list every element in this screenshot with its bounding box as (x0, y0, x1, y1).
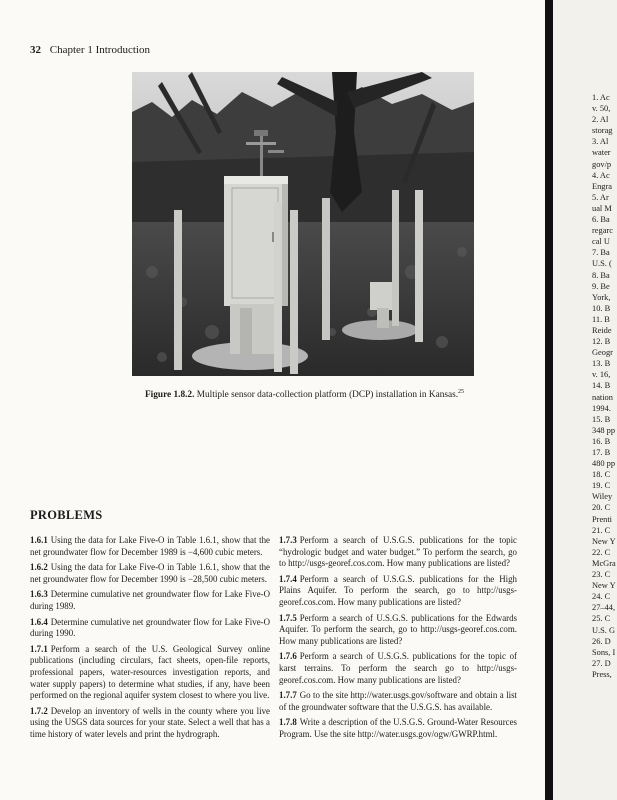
reference-line: 5. Ar (592, 192, 609, 202)
reference-line: 24. C (592, 592, 611, 602)
reference-line: 6. Ba (592, 215, 610, 225)
problem-number: 1.7.8 (279, 717, 297, 728)
figure-caption (145, 389, 464, 400)
reference-line: 17. B (592, 448, 611, 457)
reference-line: 21. C (592, 525, 611, 535)
reference-line: 19. C (592, 481, 611, 491)
problems-left-column (30, 535, 270, 745)
reference-line: 20. C (592, 503, 611, 513)
problem-item (279, 535, 517, 570)
problems-heading: PROBLEMS (30, 508, 103, 522)
problem-text: Write a description of the U.S.G.S. Ground-Water Resources Program. Use the site http://water.usgs.gov/ogw/GWRP.html. (279, 717, 517, 739)
problem-item (30, 562, 270, 585)
problem-text: Perform a search of U.S.G.S. publications for the topic of karst terrains. To perform the search go to http://usgs-georef.cos.com. How many publications are listed? (279, 651, 517, 685)
reference-line: v. 16, (592, 370, 611, 380)
reference-line: Press, (592, 669, 612, 679)
problem-item (30, 535, 270, 558)
reference-line: 15. B (592, 414, 611, 424)
problem-number: 1.7.3 (279, 535, 297, 545)
problem-item (279, 690, 517, 713)
reference-line: U.S. G (592, 625, 616, 635)
reference-line: 7. Ba (592, 248, 610, 258)
problem-text: Perform a search of U.S.G.S. publications for the High Plains Aquifer. To perform the search, go to http://usgs-georef.cos.com. How many publications are listed? (279, 573, 517, 607)
problem-number: 1.7.6 (279, 651, 297, 662)
problem-text: Using the data for Lake Five-O in Table 1.6.1, show that the net groundwater flow for December 1989 is −4,600 cubic meters. (30, 535, 270, 557)
reference-line: 10. B (592, 303, 611, 313)
reference-line: 14. B (592, 381, 611, 391)
reference-line: 480 pp (592, 459, 616, 469)
reference-line: Sons, I (592, 647, 616, 657)
reference-line: 2. Al (592, 115, 609, 125)
reference-line: U.S. ( (592, 259, 612, 269)
reference-line: 3. Al (592, 137, 609, 147)
problem-text: Determine cumulative net groundwater flow for Lake Five-O during 1989. (30, 589, 270, 611)
reference-line: 1. Ac (592, 93, 610, 102)
problem-number: 1.7.5 (279, 612, 297, 623)
problem-item (30, 706, 270, 741)
reference-line: 27. D (592, 658, 611, 668)
running-header (30, 44, 150, 56)
problem-text: Develop an inventory of wells in the county where you live using the USGS data sources for your state. Select a well that has a time history of water levels and print the hydrograph. (30, 705, 270, 739)
reference-line: v. 50, (592, 104, 611, 114)
reference-line: storag (592, 126, 613, 136)
reference-line: 16. B (592, 436, 611, 446)
reference-line: 22. C (592, 547, 611, 557)
problem-number: 1.7.1 (30, 643, 48, 654)
reference-line: 8. Ba (592, 270, 610, 280)
reference-line: 25. C (592, 614, 611, 624)
problem-item (30, 589, 270, 612)
problem-item (279, 613, 517, 648)
references-fragment (592, 92, 616, 680)
problem-number: 1.6.3 (30, 589, 48, 600)
problem-number: 1.6.1 (30, 535, 48, 545)
reference-line: McGra (592, 558, 616, 568)
reference-line: regarc (592, 226, 613, 236)
reference-line: New Y (592, 581, 616, 591)
reference-line: 12. B (592, 337, 611, 347)
problem-item (279, 651, 517, 686)
problem-number: 1.7.4 (279, 573, 297, 584)
figure-caption-text: Multiple sensor data-collection platform (DCP) installation in Kansas. (196, 390, 459, 401)
reference-line: 23. C (592, 570, 611, 580)
reference-line: Reide (592, 325, 612, 335)
reference-line: cal U (592, 237, 610, 247)
problem-number: 1.6.4 (30, 616, 48, 627)
reference-line: 13. B (592, 359, 611, 369)
reference-line: 27–44, (592, 603, 616, 613)
reference-line: gov/p (592, 159, 612, 169)
reference-line: 18. C (592, 470, 611, 480)
reference-line: Geogr (592, 348, 613, 358)
reference-line: New Y (592, 536, 616, 546)
reference-line: nation (592, 392, 613, 402)
reference-line: 11. B (592, 314, 610, 324)
problem-item (30, 617, 270, 640)
problem-text: Go to the site http://water.usgs.gov/software and obtain a list of the groundwater software that the U.S.G.S. has available. (279, 690, 517, 712)
problem-number: 1.6.2 (30, 562, 48, 573)
problem-number: 1.7.2 (30, 705, 48, 716)
problems-right-column (279, 535, 517, 745)
reference-line: 26. D (592, 636, 611, 646)
reference-line: York, (592, 292, 611, 302)
figure-footnote: 25 (458, 389, 465, 395)
chapter-title: Chapter 1 Introduction (49, 44, 150, 56)
figure-label: Figure 1.8.2. (145, 390, 195, 401)
reference-line: ual M (592, 203, 612, 213)
problem-item (30, 644, 270, 702)
reference-line: water (592, 148, 611, 158)
problem-number: 1.7.7 (279, 690, 297, 701)
reference-line: 9. Be (592, 281, 610, 291)
problem-item (279, 574, 517, 609)
problem-item (279, 717, 517, 740)
page-number: 32 (30, 44, 41, 56)
reference-line: 4. Ac (592, 170, 610, 180)
problem-text: Determine cumulative net groundwater flow for Lake Five-O during 1990. (30, 616, 270, 639)
dcp-installation-photo (132, 72, 474, 376)
book-spine-shadow (545, 0, 553, 800)
problem-text: Perform a search of U.S.G.S. publications for the Edwards Aquifer. To perform the search, go to http://usgs-georef.cos.com. How many publications are listed? (279, 612, 517, 646)
photo-illustration (132, 72, 474, 376)
problem-text: Using the data for Lake Five-O in Table 1.6.1, show that the net groundwater flow for December 1990 is −28,500 cubic meters. (30, 562, 270, 584)
problem-text: Perform a search of the U.S. Geological Survey online publications (including circulars, fact sheets, open-file reports, professional papers, water-resources investigation reports, and water supply papers) to determine what studies, if any, have been performed on the regional aquifer system closest to where you live. (30, 643, 270, 701)
reference-line: 1994. (592, 403, 611, 413)
reference-line: Engra (592, 181, 612, 191)
reference-line: 348 pp (592, 425, 616, 435)
problem-text: Perform a search of U.S.G.S. publications for the topic “hydrologic budget and water budget.” To perform the search, go to http://usgs-georef.cos.com. How many publications are listed? (279, 535, 517, 569)
reference-line: Wiley (592, 492, 613, 502)
reference-line: Prenti (592, 514, 613, 524)
